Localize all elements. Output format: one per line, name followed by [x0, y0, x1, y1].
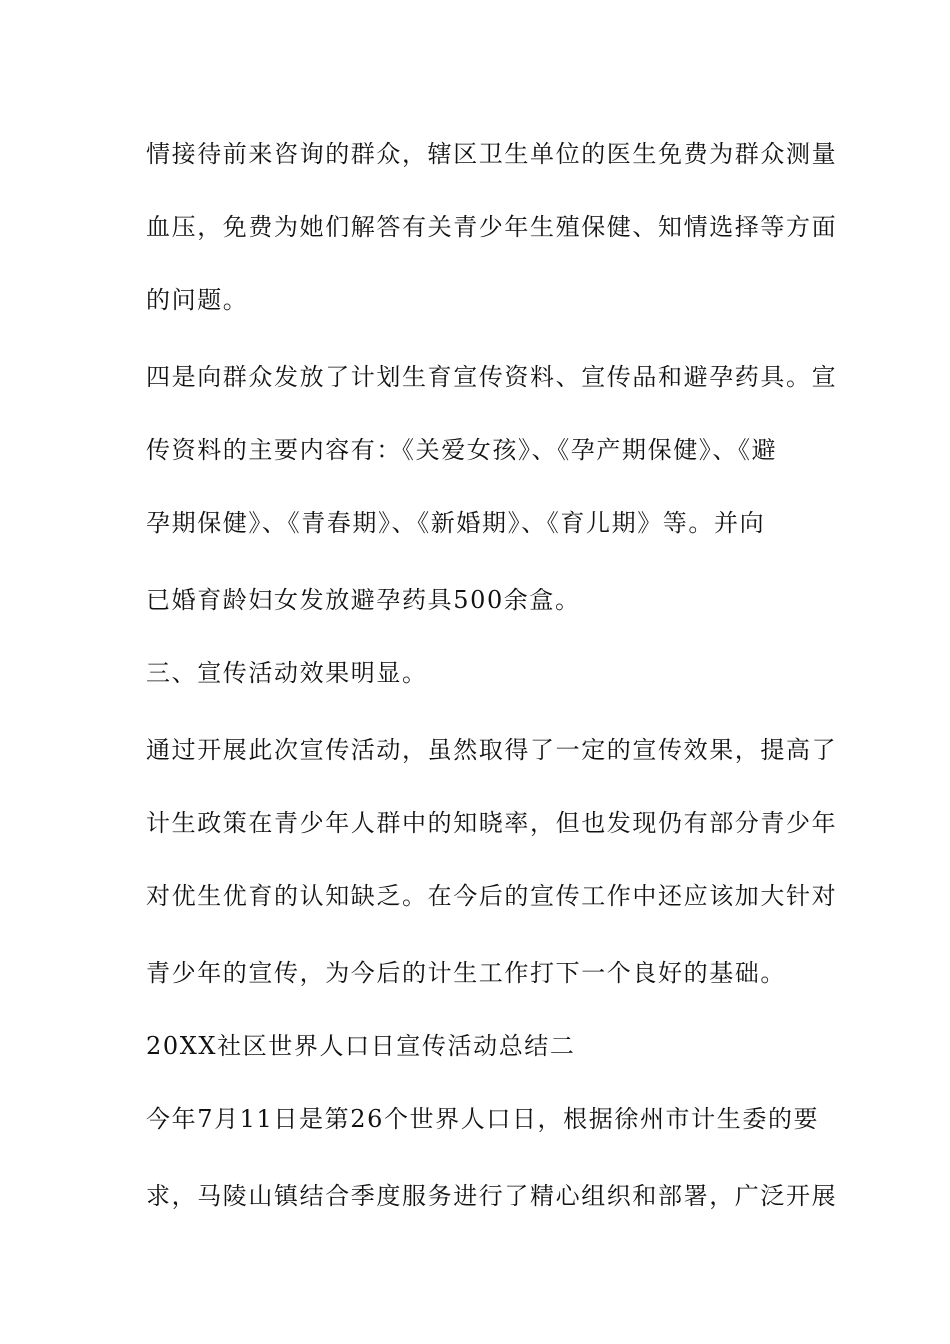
paragraph-line: 求，马陵山镇结合季度服务进行了精心组织和部署，广泛开展 — [146, 1182, 838, 1210]
paragraph-line: 通过开展此次宣传活动，虽然取得了一定的宣传效果，提高了 — [146, 736, 838, 764]
paragraph-line: 的问题。 — [146, 286, 249, 314]
paragraph-line: 情接待前来咨询的群众，辖区卫生单位的医生免费为群众测量 — [146, 140, 838, 168]
paragraph-line: 对优生优育的认知缺乏。在今后的宣传工作中还应该加大针对 — [146, 882, 838, 910]
paragraph-line: 血压，免费为她们解答有关青少年生殖保健、知情选择等方面 — [146, 213, 838, 241]
paragraph-line: 已婚育龄妇女发放避孕药具500余盒。 — [146, 586, 581, 614]
paragraph-line: 青少年的宣传，为今后的计生工作打下一个良好的基础。 — [146, 959, 786, 987]
section-heading: 三、宣传活动效果明显。 — [146, 659, 428, 687]
paragraph-line: 四是向群众发放了计划生育宣传资料、宣传品和避孕药具。宣 — [146, 363, 838, 391]
paragraph-line: 传资料的主要内容有：《关爱女孩》、《孕产期保健》、《避 — [146, 436, 778, 464]
paragraph-line: 孕期保健》、《青春期》、《新婚期》、《育儿期》等。并向 — [146, 509, 766, 537]
paragraph-line: 计生政策在青少年人群中的知晓率，但也发现仍有部分青少年 — [146, 809, 838, 837]
section-title: 20XX社区世界人口日宣传活动总结二 — [146, 1032, 576, 1060]
paragraph-line: 今年7月11日是第26个世界人口日，根据徐州市计生委的要 — [146, 1105, 820, 1133]
